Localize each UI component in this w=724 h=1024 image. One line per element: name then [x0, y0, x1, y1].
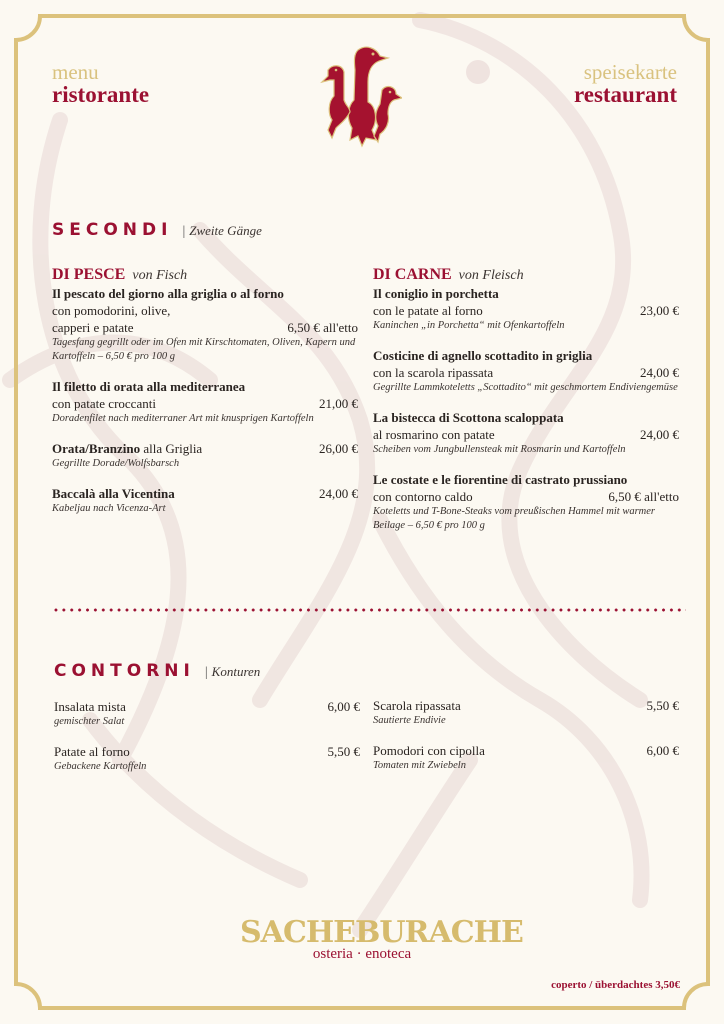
dish-name: Le costate e le fiorentine di castrato prussiano — [373, 472, 628, 487]
pesce-category-subtitle: von Fisch — [132, 268, 188, 283]
brand-tagline: osteria · enoteca — [312, 946, 412, 962]
dish-name-bold: Orata/Branzino — [52, 441, 141, 456]
dish-translation: Doradenfilet nach mediterraner Art mit knusprigen Kartoffeln — [52, 413, 314, 424]
carne-column — [373, 266, 679, 547]
dish-name: Il coniglio in porchetta — [373, 286, 499, 301]
dish-name: Il filetto di orata alla mediterranea — [52, 379, 246, 394]
header-ristorante-label: ristorante — [52, 82, 150, 107]
header-menu-label: menu — [52, 60, 99, 84]
menu-item — [52, 285, 358, 364]
carne-category — [373, 266, 679, 285]
dish-price: 5,50 € — [646, 698, 679, 713]
contorni-right-column — [373, 697, 679, 787]
dish-price: 24,00 € — [640, 365, 679, 380]
dish-price: 6,50 € all'etto — [287, 320, 358, 335]
dish-translation: Tagesfang gegrillt oder im Ofen mit Kirschtomaten, Oliven, Kapern und Kartoffeln – 6,50 € pro 100 g — [52, 337, 356, 362]
dish-translation: Scheiben vom Jungbullensteak mit Rosmarin und Kartoffeln — [373, 444, 626, 455]
pesce-column — [52, 266, 358, 530]
contorni-title: CONTORNI — [54, 661, 195, 681]
dish-description: con patate croccanti — [52, 396, 156, 411]
secondi-subtitle: Zweite Gänge — [189, 223, 262, 238]
dish-translation: Gebackene Kartoffeln — [54, 761, 147, 772]
dish-name-plain: alla Griglia — [140, 441, 203, 456]
contorni-heading — [54, 661, 260, 681]
dish-translation: Koteletts und T-Bone-Steaks vom preußischen Hammel mit warmer Beilage – 6,50 € pro 100 g — [373, 506, 655, 531]
carne-category-title: DI CARNE — [373, 266, 452, 283]
header-restaurant-label: restaurant — [573, 82, 677, 107]
dish-description: al rosmarino con patate — [373, 427, 495, 442]
dish-name: Patate al forno — [54, 744, 130, 759]
dish-price: 26,00 € — [319, 441, 358, 456]
menu-item — [52, 440, 358, 471]
dish-description: capperi e patate — [52, 320, 134, 335]
heading-separator: | — [204, 665, 208, 680]
menu-item — [54, 698, 360, 729]
dish-name — [52, 440, 202, 457]
three-geese-logo-icon — [318, 40, 402, 150]
carne-category-subtitle: von Fleisch — [458, 268, 524, 283]
dish-name: Insalata mista — [54, 699, 126, 714]
header-right — [574, 62, 677, 106]
dish-description: con contorno caldo — [373, 489, 473, 504]
dish-price: 6,50 € all'etto — [608, 489, 679, 504]
dish-translation: Tomaten mit Zwiebeln — [373, 760, 466, 771]
dish-price: 24,00 € — [319, 486, 358, 501]
pesce-category — [52, 266, 358, 285]
dish-translation: Kaninchen „in Porchetta“ mit Ofenkartoffeln — [373, 320, 565, 331]
secondi-heading — [52, 220, 262, 240]
dish-translation: Kabeljau nach Vicenza-Art — [52, 503, 166, 514]
menu-item — [52, 485, 358, 516]
brand-logo — [240, 915, 523, 963]
dish-description: con le patate al forno — [373, 303, 483, 318]
header-left — [52, 62, 149, 106]
menu-item — [373, 409, 679, 457]
dish-name: Il pescato del giorno alla griglia o al forno — [52, 286, 284, 301]
dish-translation: gemischter Salat — [54, 716, 125, 727]
heading-separator: | — [182, 224, 186, 239]
menu-item — [373, 347, 679, 395]
dish-description: con la scarola ripassata — [373, 365, 494, 380]
dish-translation: Gegrillte Dorade/Wolfsbarsch — [52, 458, 180, 469]
dotted-divider — [52, 608, 686, 612]
menu-item — [373, 697, 679, 728]
dish-name: Baccalà alla Vicentina — [52, 486, 175, 501]
menu-item — [373, 742, 679, 773]
dish-name: La bistecca di Scottona scaloppata — [373, 410, 564, 425]
menu-item — [52, 378, 358, 426]
dish-description: con pomodorini, olive, — [52, 303, 171, 318]
menu-item — [373, 471, 679, 533]
dish-translation: Sautierte Endivie — [373, 715, 446, 726]
dish-price: 21,00 € — [319, 396, 358, 411]
dish-price: 23,00 € — [640, 303, 679, 318]
menu-item — [54, 743, 360, 774]
contorni-left-column — [54, 698, 360, 788]
secondi-title: SECONDI — [52, 220, 173, 240]
dish-price: 6,00 € — [646, 743, 679, 758]
contorni-subtitle: Konturen — [211, 664, 261, 679]
dish-price: 5,50 € — [327, 744, 360, 759]
cover-charge-note: coperto / überdachtes 3,50€ — [551, 979, 680, 991]
dish-name: Scarola ripassata — [373, 698, 461, 713]
dish-translation: Gegrillte Lammkoteletts „Scottadito“ mit geschmortem Endiviengemüse — [373, 382, 678, 393]
brand-name: SACHEBURACHE — [240, 915, 523, 950]
dish-name: Pomodori con cipolla — [373, 743, 485, 758]
pesce-category-title: DI PESCE — [52, 266, 126, 283]
menu-item — [373, 285, 679, 333]
dish-price: 24,00 € — [640, 427, 679, 442]
dish-price: 6,00 € — [327, 699, 360, 714]
dish-name: Costicine di agnello scottadito in griglia — [373, 348, 593, 363]
header-speisekarte-label: speisekarte — [583, 60, 677, 84]
